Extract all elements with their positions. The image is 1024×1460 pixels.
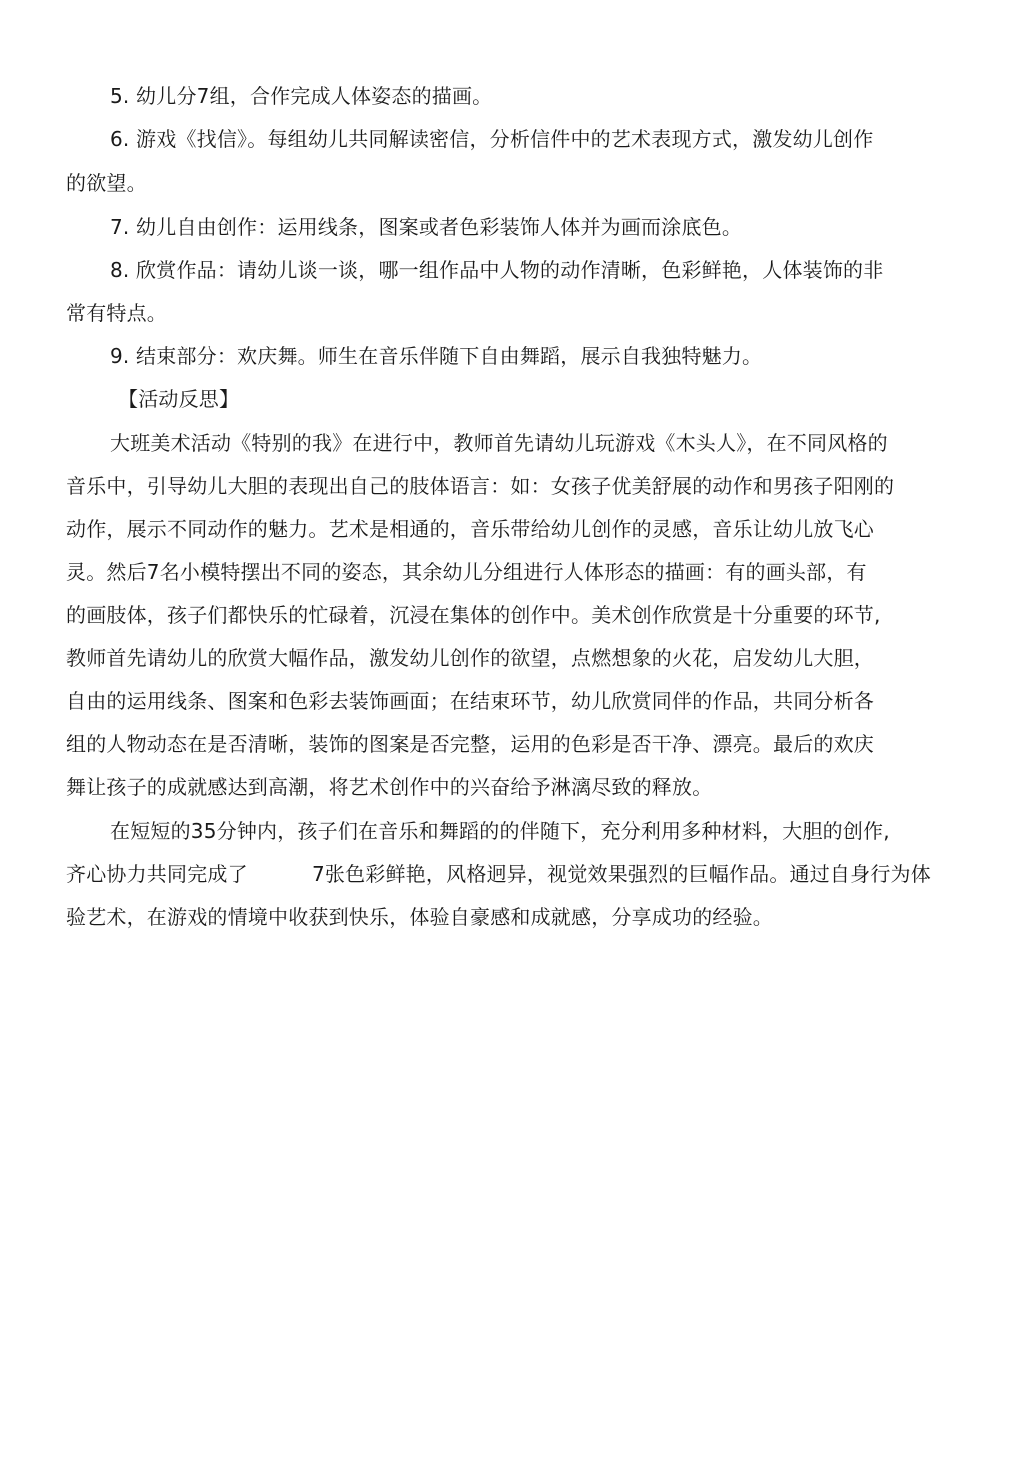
reflection-paragraph-line: 教师首先请幼儿的欣赏大幅作品，激发幼儿创作的欲望，点燃想象的火花，启发幼儿大胆，: [66, 646, 874, 670]
summary-paragraph-line: 齐心协力共同完成了: [66, 862, 248, 886]
step-6-continuation: 的欲望。: [66, 171, 147, 195]
reflection-paragraph-line: 组的人物动态在是否清晰，装饰的图案是否完整，运用的色彩是否干净、漂亮。最后的欢庆: [66, 732, 874, 756]
reflection-heading: 【活动反思】: [118, 387, 240, 411]
summary-paragraph-line: 在短短的35分钟内，孩子们在音乐和舞蹈的的伴随下，充分利用多种材料，大胆的创作,: [110, 819, 890, 843]
reflection-paragraph-line: 舞让孩子的成就感达到高潮，将艺术创作中的兴奋给予淋漓尽致的释放。: [66, 775, 713, 799]
reflection-paragraph-line: 大班美术活动《特别的我》在进行中，教师首先请幼儿玩游戏《木头人》，在不同风格的: [110, 431, 888, 455]
step-6-line: 6. 游戏《找信》。每组幼儿共同解读密信，分析信件中的艺术表现方式，激发幼儿创作: [110, 127, 874, 151]
reflection-paragraph-line: 音乐中，引导幼儿大胆的表现出自己的肢体语言：如：女孩子优美舒展的动作和男孩子阳刚的: [66, 474, 895, 498]
reflection-paragraph-line: 动作，展示不同动作的魅力。艺术是相通的，音乐带给幼儿创作的灵感，音乐让幼儿放飞心: [66, 517, 874, 541]
step-9-line: 9. 结束部分：欢庆舞。师生在音乐伴随下自由舞蹈，展示自我独特魅力。: [110, 344, 763, 368]
reflection-paragraph-line: 灵。然后7名小模特摆出不同的姿态，其余幼儿分组进行人体形态的描画：有的画头部，有: [66, 560, 867, 584]
step-8-line: 8. 欣赏作品：请幼儿谈一谈，哪一组作品中人物的动作清晰，色彩鲜艳，人体装饰的非: [110, 258, 884, 282]
reflection-paragraph-line: 的画肢体，孩子们都快乐的忙碌着，沉浸在集体的创作中。美术创作欣赏是十分重要的环节,: [66, 603, 881, 627]
summary-paragraph-line: 7张色彩鲜艳，风格迥异，视觉效果强烈的巨幅作品。通过自身行为体: [312, 862, 931, 886]
reflection-paragraph-line: 自由的运用线条、图案和色彩去装饰画面；在结束环节，幼儿欣赏同伴的作品，共同分析各: [66, 689, 874, 713]
step-5-line: 5. 幼儿分7组，合作完成人体姿态的描画。: [110, 84, 493, 108]
step-8-continuation: 常有特点。: [66, 301, 167, 325]
step-7-line: 7. 幼儿自由创作：运用线条，图案或者色彩装饰人体并为画而涂底色。: [110, 215, 743, 239]
summary-paragraph-line: 验艺术，在游戏的情境中收获到快乐，体验自豪感和成就感，分享成功的经验。: [66, 905, 773, 929]
